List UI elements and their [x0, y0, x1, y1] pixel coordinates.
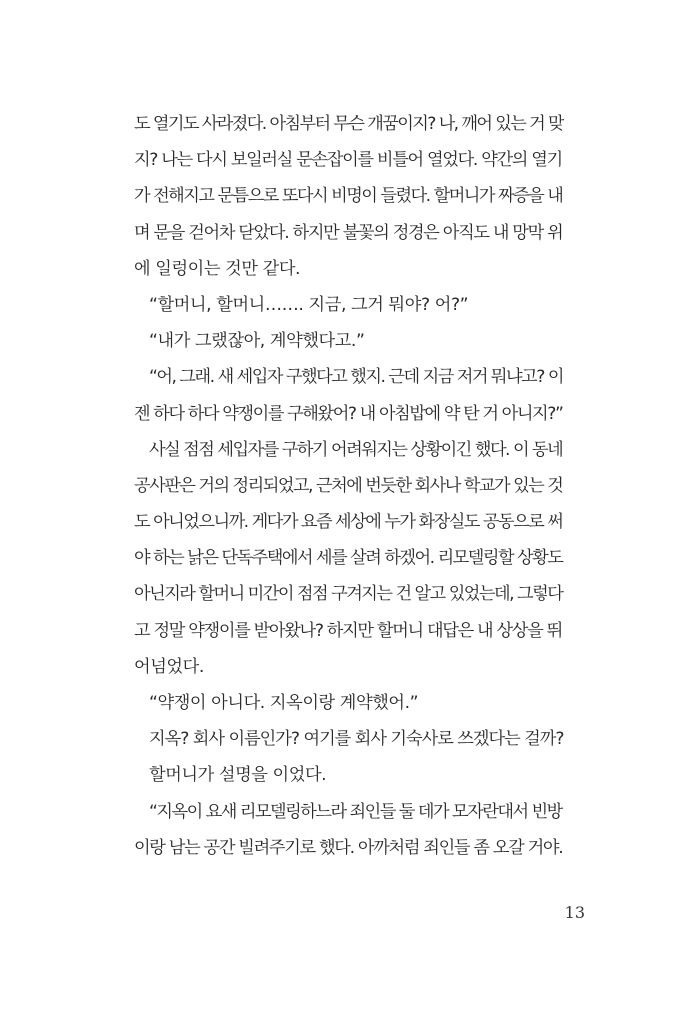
- text-line: 공사판은 거의 정리되었고, 근처에 번듯한 회사나 학교가 있는 것: [134, 475, 563, 496]
- text-line: 에 일렁이는 것만 같다.: [134, 258, 301, 279]
- text-line: 사실 점점 세입자를 구하기 어려워지는 상황이긴 했다. 이 동네: [149, 439, 563, 460]
- text-line: “어, 그래. 새 세입자 구했다고 했지. 근데 지금 저거 뭐냐고? 이: [149, 367, 563, 388]
- text-line: 가 전해지고 문틈으로 또다시 비명이 들렸다. 할머니가 짜증을 내: [134, 186, 563, 207]
- text-line: 어넘었다.: [134, 656, 204, 677]
- text-line: 아닌지라 할머니 미간이 점점 구겨지는 건 알고 있었는데, 그렇다: [134, 584, 563, 605]
- page-number: 13: [564, 903, 585, 922]
- text-line: 젠 하다 하다 약쟁이를 구해왔어? 내 아침밥에 약 탄 거 아니지?”: [134, 403, 563, 424]
- text-line: 이랑 남는 공간 빌려주기로 했다. 아까처럼 죄인들 좀 오갈 거야.: [134, 837, 563, 858]
- text-line: “지옥이 요새 리모델링하느라 죄인들 둘 데가 모자란대서 빈방: [149, 801, 562, 822]
- text-line: 도 아니었으니까. 게다가 요즘 세상에 누가 화장실도 공동으로 써: [134, 512, 563, 533]
- text-line: 도 열기도 사라졌다. 아침부터 무슨 개꿈이지? 나, 깨어 있는 거 맞: [134, 114, 563, 134]
- text-line: “내가 그랬잖아, 계약했다고.”: [149, 331, 365, 352]
- text-line: 며 문을 걷어차 닫았다. 하지만 불꽃의 정경은 아직도 내 망막 위: [134, 222, 563, 243]
- text-line: 지? 나는 다시 보일러실 문손잡이를 비틀어 열었다. 약간의 열기: [134, 150, 562, 171]
- text-line: 지옥? 회사 이름인가? 여기를 회사 기숙사로 쓰겠다는 걸까?: [149, 729, 564, 750]
- body-text: [134, 106, 564, 866]
- text-line: 할머니가 설명을 이었다.: [149, 765, 327, 786]
- text-line: “할머니, 할머니……. 지금, 그거 뭐야? 어?”: [149, 294, 469, 315]
- text-line: “약쟁이 아니다. 지옥이랑 계약했어.”: [149, 693, 419, 713]
- text-line: 야 하는 낡은 단독주택에서 세를 살려 하겠어. 리모델링할 상황도: [134, 548, 563, 569]
- text-line: 고 정말 약쟁이를 받아왔나? 하지만 할머니 대답은 내 상상을 뛰: [134, 620, 562, 641]
